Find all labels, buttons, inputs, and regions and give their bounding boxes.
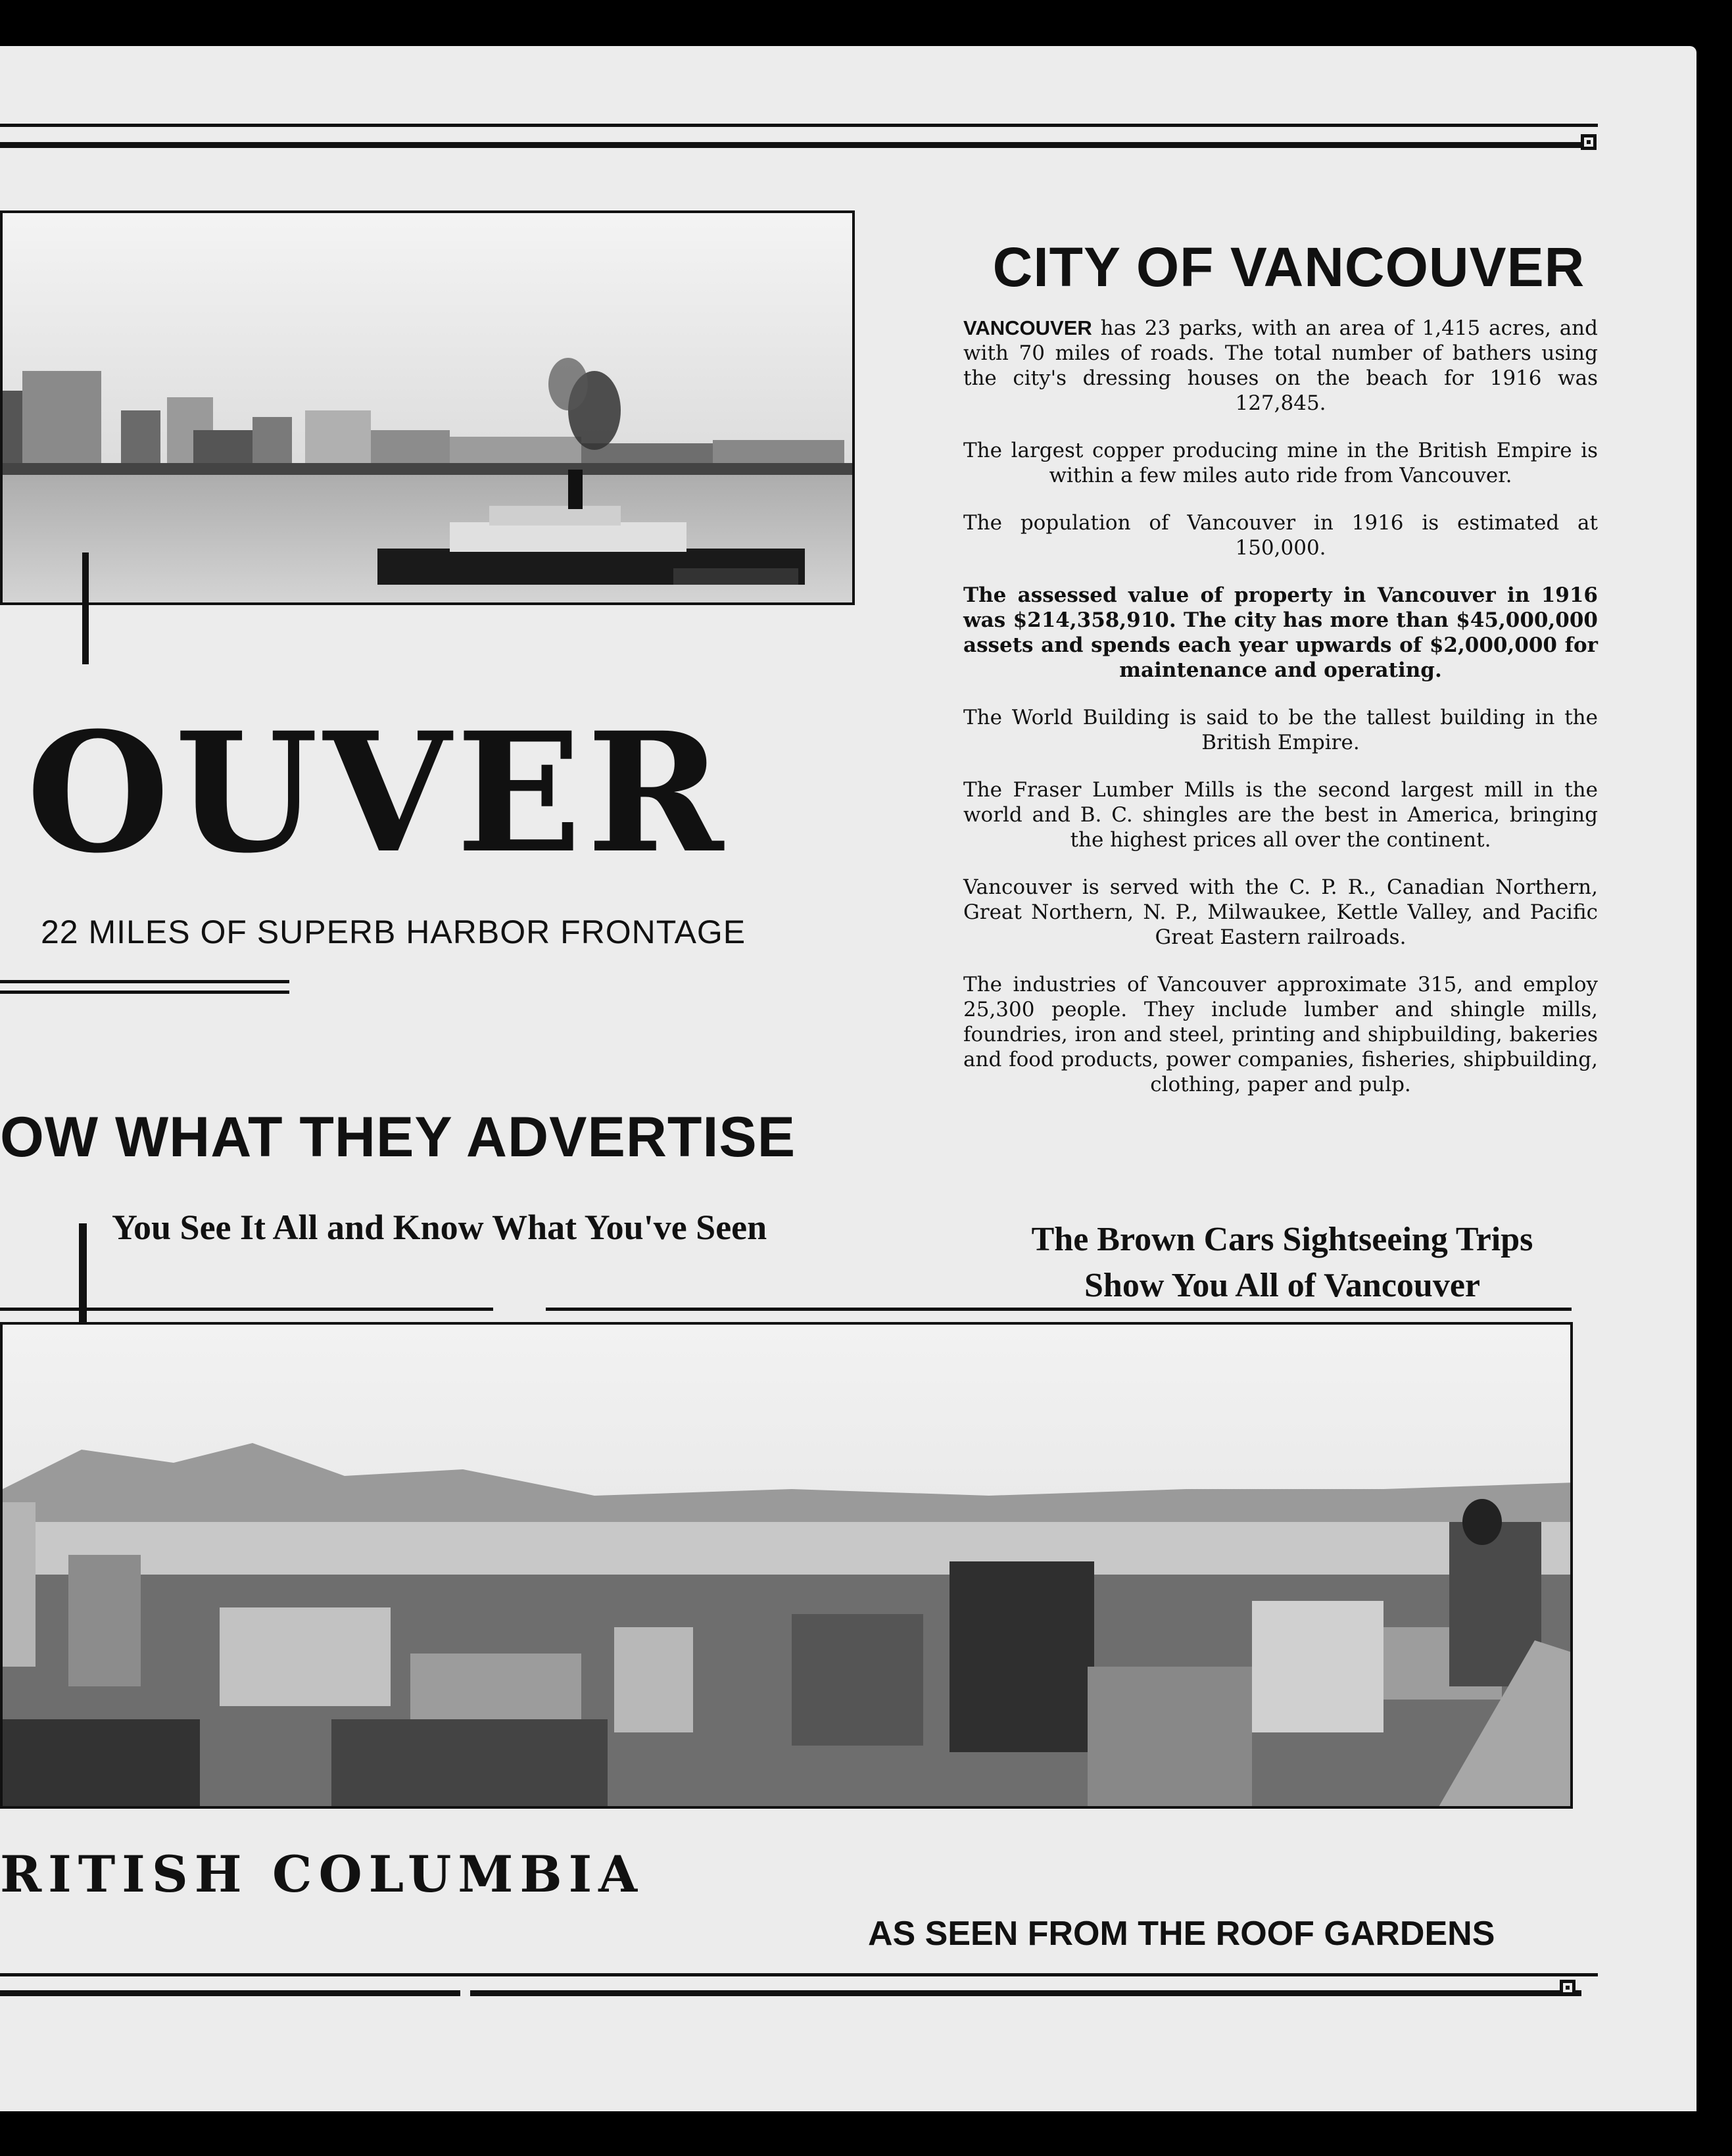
fact-text: The industries of Vancouver approximate 315, and employ 25,300 people. They include lumber and shingle mills, foundries, iron and steel, printing and shipbuilding, bakeries and food products, power companies, fisheries, shipbuilding, clothing, paper and pulp. (963, 973, 1598, 1096)
mid-rule-1 (0, 980, 289, 983)
british-columbia-banner: RITISH COLUMBIA (0, 1845, 644, 1903)
fact-paragraph (963, 583, 1598, 683)
fold-mark-upper (82, 552, 89, 664)
advertise-headline: OW WHAT THEY ADVERTISE (0, 1106, 796, 1169)
fact-text: has 23 parks, with an area of 1,415 acres, and with 70 miles of roads. The total number of bathers using the city's dressing houses on the beach for 1916 was 127,845. (963, 316, 1598, 415)
fact-paragraph (963, 705, 1598, 755)
harbor-frontage-line: 22 MILES OF SUPERB HARBOR FRONTAGE (41, 914, 746, 950)
fact-paragraph (963, 875, 1598, 950)
fact-paragraph (963, 438, 1598, 488)
bottom-corner-ornament (1560, 1980, 1576, 1996)
harbor-photo-image (3, 213, 855, 605)
fact-paragraph (963, 777, 1598, 852)
fact-paragraph (963, 972, 1598, 1097)
facts-list (963, 316, 1598, 1119)
bottom-rule-thick-right (470, 1990, 1581, 1996)
fact-text: The largest copper producing mine in the British Empire is within a few miles auto ride from Vancouver. (963, 439, 1598, 487)
fold-mark-lower (79, 1223, 87, 1329)
city-of-vancouver-heading: CITY OF VANCOUVER (992, 236, 1585, 298)
promo-line-2: Show You All of Vancouver (1084, 1267, 1480, 1304)
top-rule-thick (0, 142, 1591, 148)
promo-line-1: The Brown Cars Sightseeing Trips (1031, 1221, 1533, 1258)
fact-text: The Fraser Lumber Mills is the second largest mill in the world and B. C. shingles are the best in America, bringing the highest prices all over the continent. (963, 778, 1598, 852)
top-rule-thin (0, 124, 1598, 127)
city-panorama-photo (0, 1322, 1573, 1809)
mid-rule-2 (0, 991, 289, 994)
harbor-photo (0, 210, 855, 605)
fact-paragraph (963, 510, 1598, 560)
vancouver-big-word: OUVER (26, 696, 729, 889)
bottom-rule-thick-left (0, 1990, 460, 1996)
roof-gardens-caption: AS SEEN FROM THE ROOF GARDENS (868, 1915, 1495, 1953)
fact-text: The population of Vancouver in 1916 is estimated at 150,000. (963, 511, 1598, 560)
fact-text: The World Building is said to be the tallest building in the British Empire. (963, 706, 1598, 754)
brown-cars-promo (947, 1217, 1618, 1309)
bottom-rule-thin (0, 1973, 1598, 1976)
see-it-all-line: You See It All and Know What You've Seen (112, 1208, 767, 1247)
fact-text: The assessed value of property in Vancouver in 1916 was $214,358,910. The city has more than $45,000,000 assets and spends each year upwards of $2,000,000 for maintenance and operating. (963, 583, 1598, 682)
top-corner-ornament (1581, 134, 1597, 150)
fact-lead: VANCOUVER (963, 316, 1092, 339)
city-panorama-image (3, 1325, 1573, 1809)
panorama-top-rule-right (546, 1308, 1572, 1311)
fact-paragraph (963, 316, 1598, 416)
panorama-top-rule-left (0, 1308, 493, 1311)
fact-text: Vancouver is served with the C. P. R., Canadian Northern, Great Northern, N. P., Milwaukee, Kettle Valley, and Pacific Great Eastern railroads. (963, 875, 1598, 949)
newspaper-page (0, 46, 1696, 2111)
